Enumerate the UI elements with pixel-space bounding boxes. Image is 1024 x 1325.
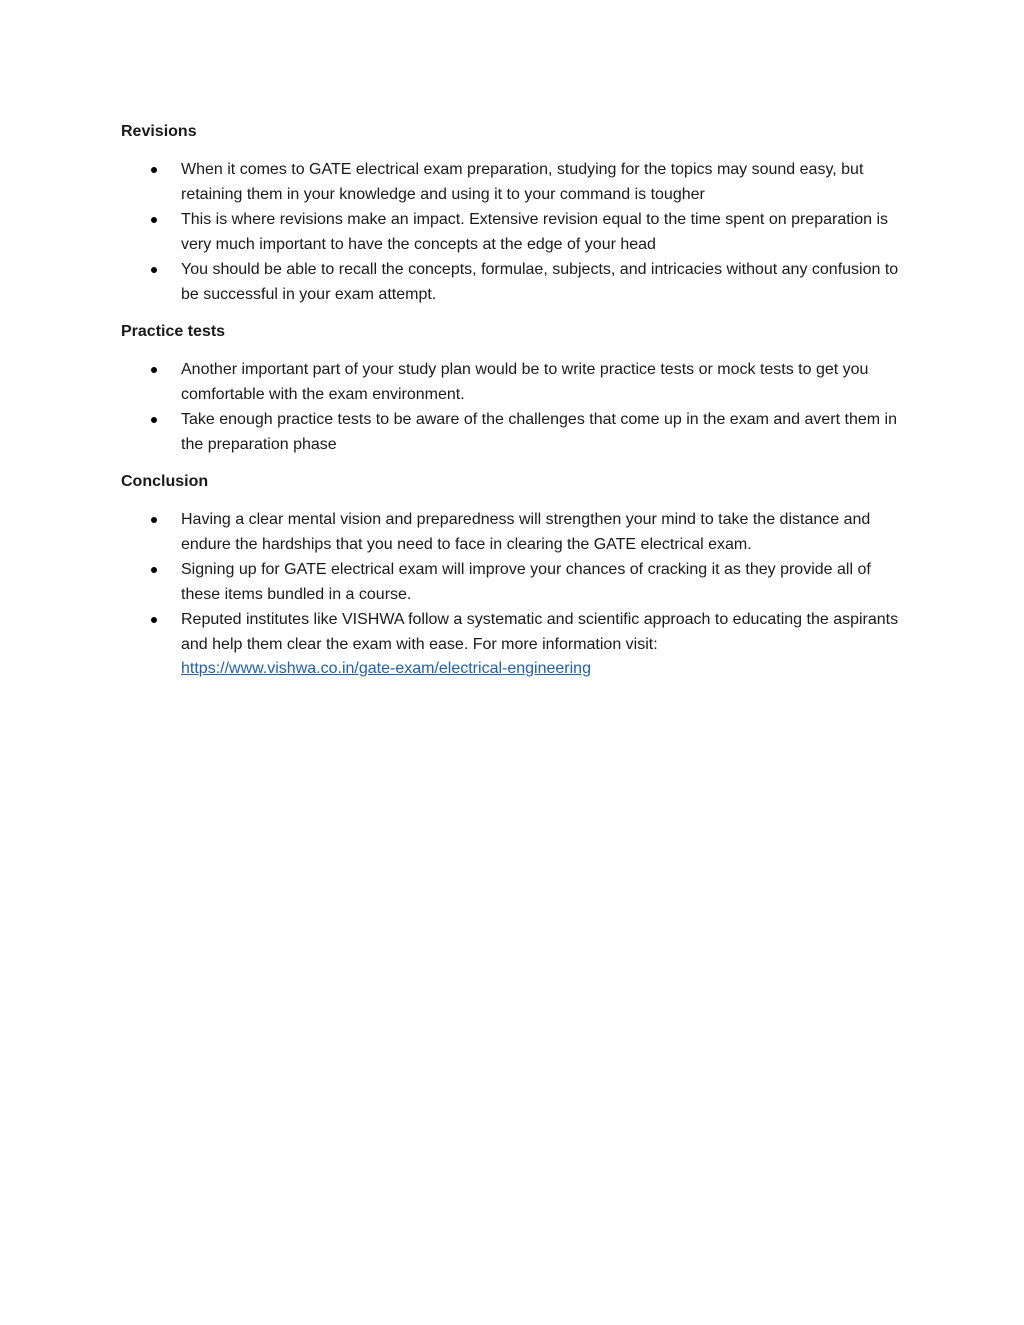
list-item-text: Reputed institutes like VISHWA follow a systematic and scientific approach to educating the aspirants and help them clear the exam with ease. For more information visit: [181,611,899,653]
bullet-icon [151,517,157,523]
list-item [121,358,911,407]
list-item [121,558,911,607]
list-practice-tests [121,358,911,457]
bullet-icon [151,167,157,173]
bullet-icon [151,617,157,623]
bullet-icon [151,567,157,573]
list-item [121,508,911,557]
list-item-text: Signing up for GATE electrical exam will improve your chances of cracking it as they provide all of these items bundled in a course. [181,561,871,603]
bullet-icon [151,367,157,373]
list-item-text: Take enough practice tests to be aware of the challenges that come up in the exam and avert them in the preparation phase [181,411,897,453]
list-item [121,208,911,257]
bullet-icon [151,417,157,423]
list-item [121,258,911,307]
bullet-icon [151,267,157,273]
heading-conclusion: Conclusion [121,473,209,490]
list-item-text: Having a clear mental vision and preparedness will strengthen your mind to take the distance and endure the hardships that you need to face in clearing the GATE electrical exam. [181,511,871,553]
list-revisions [121,158,911,307]
list-item-text: Another important part of your study plan would be to write practice tests or mock tests to get you comfortable with the exam environment. [181,361,869,403]
vishwa-electrical-engineering-link[interactable]: https://www.vishwa.co.in/gate-exam/electrical-engineering [181,660,591,677]
list-item-text: This is where revisions make an impact. Extensive revision equal to the time spent on preparation is very much important to have the concepts at the edge of your head [181,211,889,253]
heading-practice-tests: Practice tests [121,323,226,340]
list-item [121,608,911,682]
list-item [121,408,911,457]
list-item [121,158,911,207]
list-conclusion [121,508,911,682]
heading-revisions: Revisions [121,123,197,140]
document-body [121,120,911,695]
list-item-text: When it comes to GATE electrical exam preparation, studying for the topics may sound easy, but retaining them in your knowledge and using it to your command is tougher [181,161,864,203]
bullet-icon [151,217,157,223]
list-item-text: You should be able to recall the concepts, formulae, subjects, and intricacies without any confusion to be successful in your exam attempt. [181,261,899,303]
